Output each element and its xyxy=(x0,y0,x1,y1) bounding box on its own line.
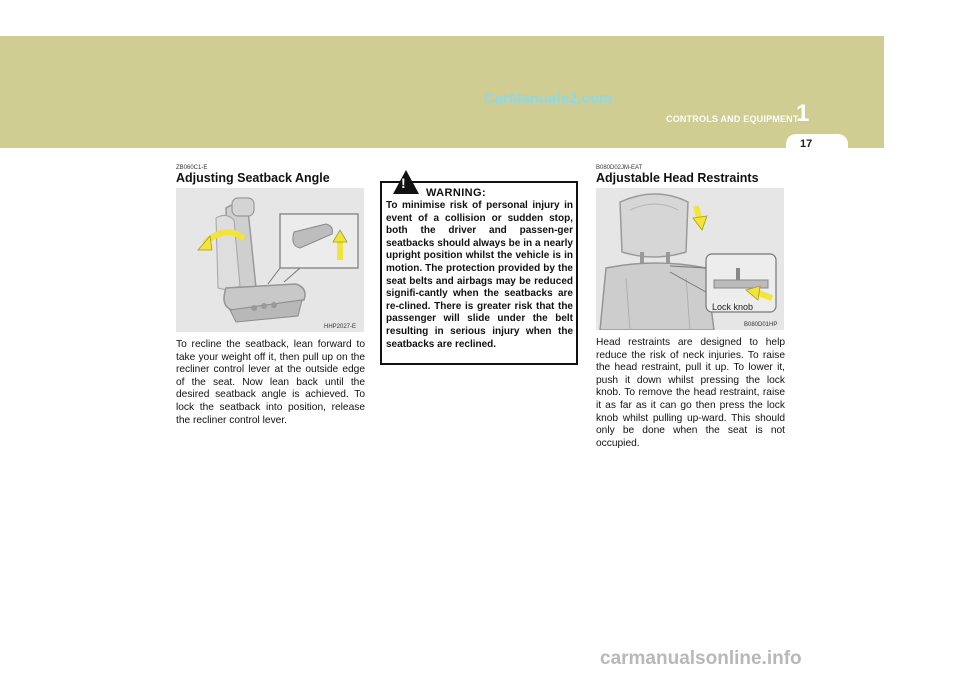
site-watermark[interactable]: carmanualsonline.info xyxy=(600,648,802,669)
chapter-title: CONTROLS AND EQUIPMENT xyxy=(666,114,799,124)
lock-knob-label: Lock knob xyxy=(712,302,754,312)
head-restraint-figure xyxy=(596,188,784,330)
seat-recline-illustration xyxy=(176,188,364,332)
head-restraint-illustration xyxy=(596,188,784,330)
seatback-figure xyxy=(176,188,364,332)
figure-code-seatback: HHP2027-E xyxy=(324,324,357,330)
body-text-head-restraints: Head restraints are designed to help reduce the risk of neck injuries. To raise the head restraint, pull it up. To lower it, push it down whilst pressing the lock knob. To remove the head restraint, raise it as far as it can go then press the lock knob whilst pulling up-ward. This should only be done when the seat is not occupied. xyxy=(596,337,785,449)
header-band xyxy=(0,36,884,148)
body-text-seatback: To recline the seatback, lean forward to take your weight off it, then pull up on the recliner control lever at the outside edge of the seat. Now lean back until the desired seatback angle is achieved. To lock the seatback into position, release the recliner control lever. xyxy=(176,339,365,426)
page-number-tab xyxy=(786,134,848,154)
page-number: 17 xyxy=(800,138,813,150)
warning-triangle-icon xyxy=(392,168,420,196)
down-arrow-icon xyxy=(693,216,707,230)
figure-code-head-restraints: B080D01HP xyxy=(744,322,778,328)
section-code-seatback: ZB060C1-E xyxy=(176,165,208,171)
section-code-head-restraints: B080D02JM-EAT xyxy=(596,165,643,171)
section-title-head-restraints: Adjustable Head Restraints xyxy=(596,171,759,185)
warning-text: To minimise risk of personal injury in event of a collision or sudden stop, both the driver and passen-ger seatbacks should always be in a nearly upright position whilst the vehicle is in motion. The protection provided by the seat belts and airbags may be reduced signifi-cantly when the seatbacks are re-clined. There is greater risk that the passenger will slide under the belt resulting in serious injury when the seatbacks are reclined. xyxy=(386,200,573,350)
section-title-seatback: Adjusting Seatback Angle xyxy=(176,171,330,185)
brand-watermark[interactable]: CarManuals2.com xyxy=(484,90,613,107)
chapter-number: 1 xyxy=(796,100,810,127)
warning-symbol: ! xyxy=(401,175,406,191)
warning-title: WARNING: xyxy=(426,187,487,199)
